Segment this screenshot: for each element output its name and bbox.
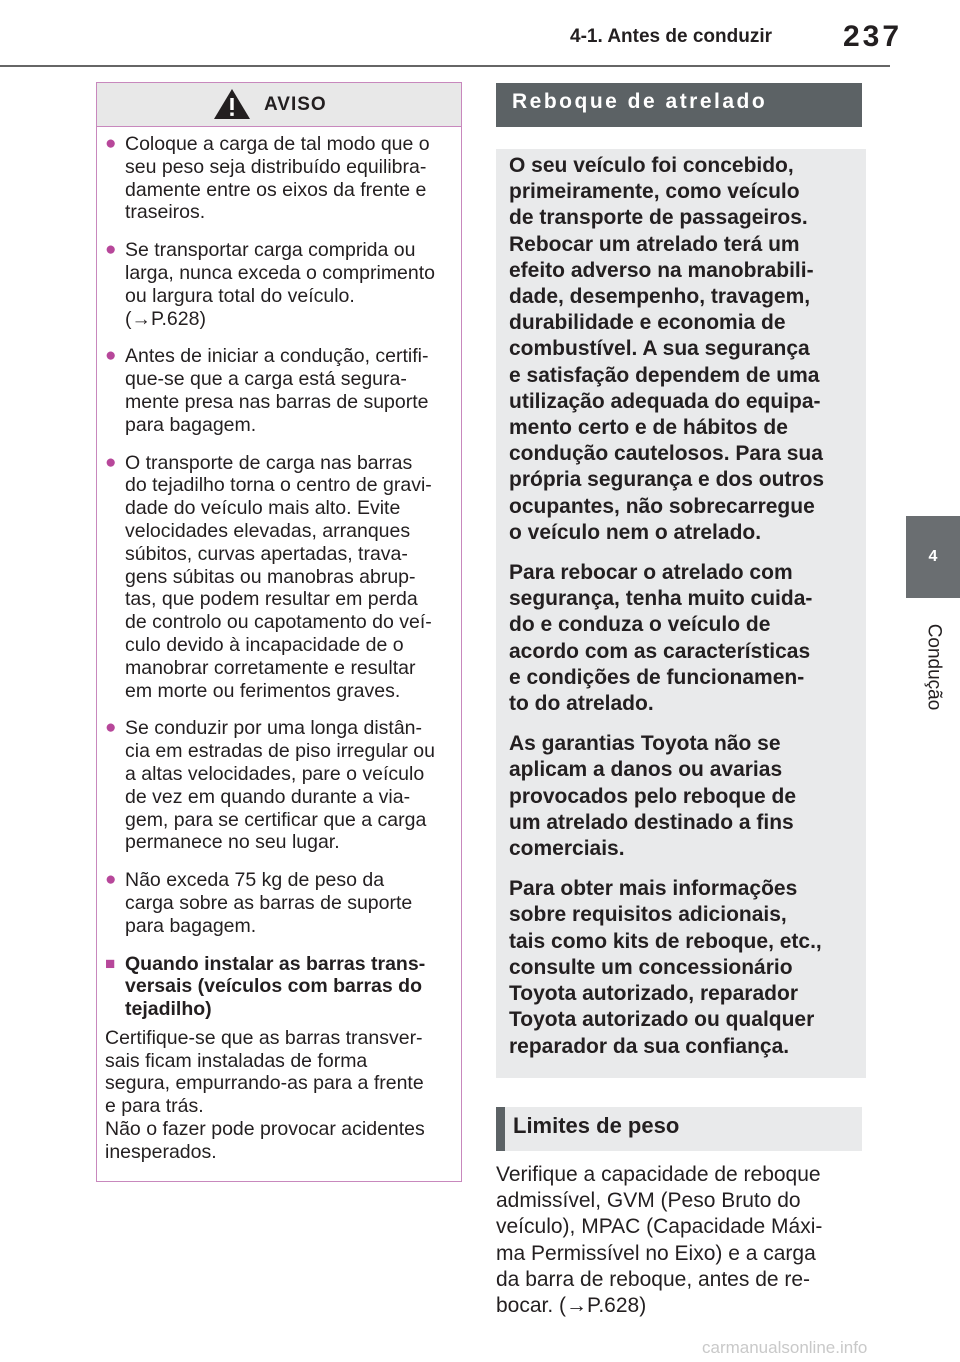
warning-bullet-text: Não exceda 75 kg de peso da carga sobre as barras de suporte para bagagem. [125,869,413,937]
warning-paragraph: Certifique-se que as barras transver- sais ficam instaladas de forma segura, empurrando-as para a frente e para trás. Não o fazer pode provocar acidentes inesperados. [105,1026,425,1163]
warning-bullet [105,133,451,224]
warning-header [97,83,461,127]
warning-bullet-text: Se conduzir por uma longa distân- cia em estradas de piso irregular ou a altas velocidades, pare o veículo de vez em quando durante a via- gem, para se certificar que a carga permanece no seu lugar. [125,717,435,854]
warning-bullet [105,717,451,854]
header-section-title: 4-1. Antes de conduzir [570,26,772,47]
chapter-label-text: Condução [923,623,944,711]
header-rule [0,65,890,67]
warning-bullet [105,239,451,330]
warning-subheading-text: Quando instalar as barras trans- versais (veículos com barras do tejadilho) [125,952,426,1021]
page-number: 237 [843,20,903,53]
warning-bullet [105,345,451,436]
chapter-tab[interactable] [906,516,960,598]
warning-bullet-text: Coloque a carga de tal modo que o seu peso seja distribuído equilibra- damente entre os eixos da frente e traseiros. [125,133,430,224]
warning-box [96,82,462,1182]
warning-triangle-icon [212,87,252,121]
towing-paragraph: O seu veículo foi concebido, primeiramente, como veículo de transporte de passageiros. Rebocar um atrelado terá um efeito adverso na manobrabili- dade, desempenho, travagem, durabilidade e economia de combustível. A sua segurança e satisfação dependem de uma utilização adequada do equipa- mento certo e de hábitos de condução cautelosos. Para sua própria segurança e dos outros ocupantes, não sobrecarregue o veículo nem o atrelado. [509,154,825,544]
bullet-dot-icon: ● [105,717,117,739]
bullet-dot-icon: ● [105,133,117,154]
weight-limits-heading: Limites de peso [496,1107,862,1151]
towing-paragraph: Para obter mais informações sobre requisitos adicionais, tais como kits de reboque, etc., consulte um concessionário Toyota autorizado, reparador Toyota autorizado ou qualquer reparador da sua confiança. [509,877,822,1058]
bullet-dot-icon: ● [105,239,117,261]
warning-bullet-text: O transporte de carga nas barras do tejadilho torna o centro de gravi- dade do veículo mais alto. Evite velocidades elevadas, arranques súbitos, curvas apertadas, trava- gens súbitas ou manobras abrup- tas, que podem resultar em perda de controlo ou capotamento do veí- culo devido à incapacidade de o manobrar corretamente e resultar em morte ou ferimentos graves. [125,451,432,702]
warning-bullet [105,452,451,703]
bullet-dot-icon: ● [105,451,117,473]
square-bullet-icon: ■ [105,953,116,973]
warning-subheading [105,953,451,1021]
towing-section-title: Reboque de atrelado [496,83,862,127]
bullet-dot-icon: ● [105,345,117,367]
watermark: carmanualsonline.info [702,1338,868,1357]
towing-paragraph: Para rebocar o atrelado com segurança, tenha muito cuida- do e conduza o veículo de acordo com as características e condições de funcionamen- to do atrelado. [509,561,813,716]
towing-paragraph: As garantias Toyota não se aplicam a danos ou avarias provocados pelo reboque de um atrelado destinado a fins comerciais. [509,732,797,861]
warning-bullet-text: Se transportar carga comprida ou larga, nunca exceda o comprimento ou largura total do veículo. (→P.628) [125,239,436,330]
weight-limits-text: Verifique a capacidade de reboque admissível, GVM (Peso Bruto do veículo), MPAC (Capacidade Máxi- ma Permissível no Eixo) e a carga da barra de reboque, antes de re- bocar. (→P.628) [496,1163,823,1318]
towing-info-box [496,149,866,1078]
warning-body [97,127,461,1164]
chapter-number: 4 [928,548,938,565]
warning-title: AVISO [264,94,327,115]
chapter-label [911,612,955,722]
warning-bullet-text: Antes de iniciar a condução, certifi- que-se que a carga está segura- mente presa nas barras de suporte para bagagem. [125,345,429,436]
warning-bullet [105,869,451,937]
bullet-dot-icon: ● [105,869,117,891]
